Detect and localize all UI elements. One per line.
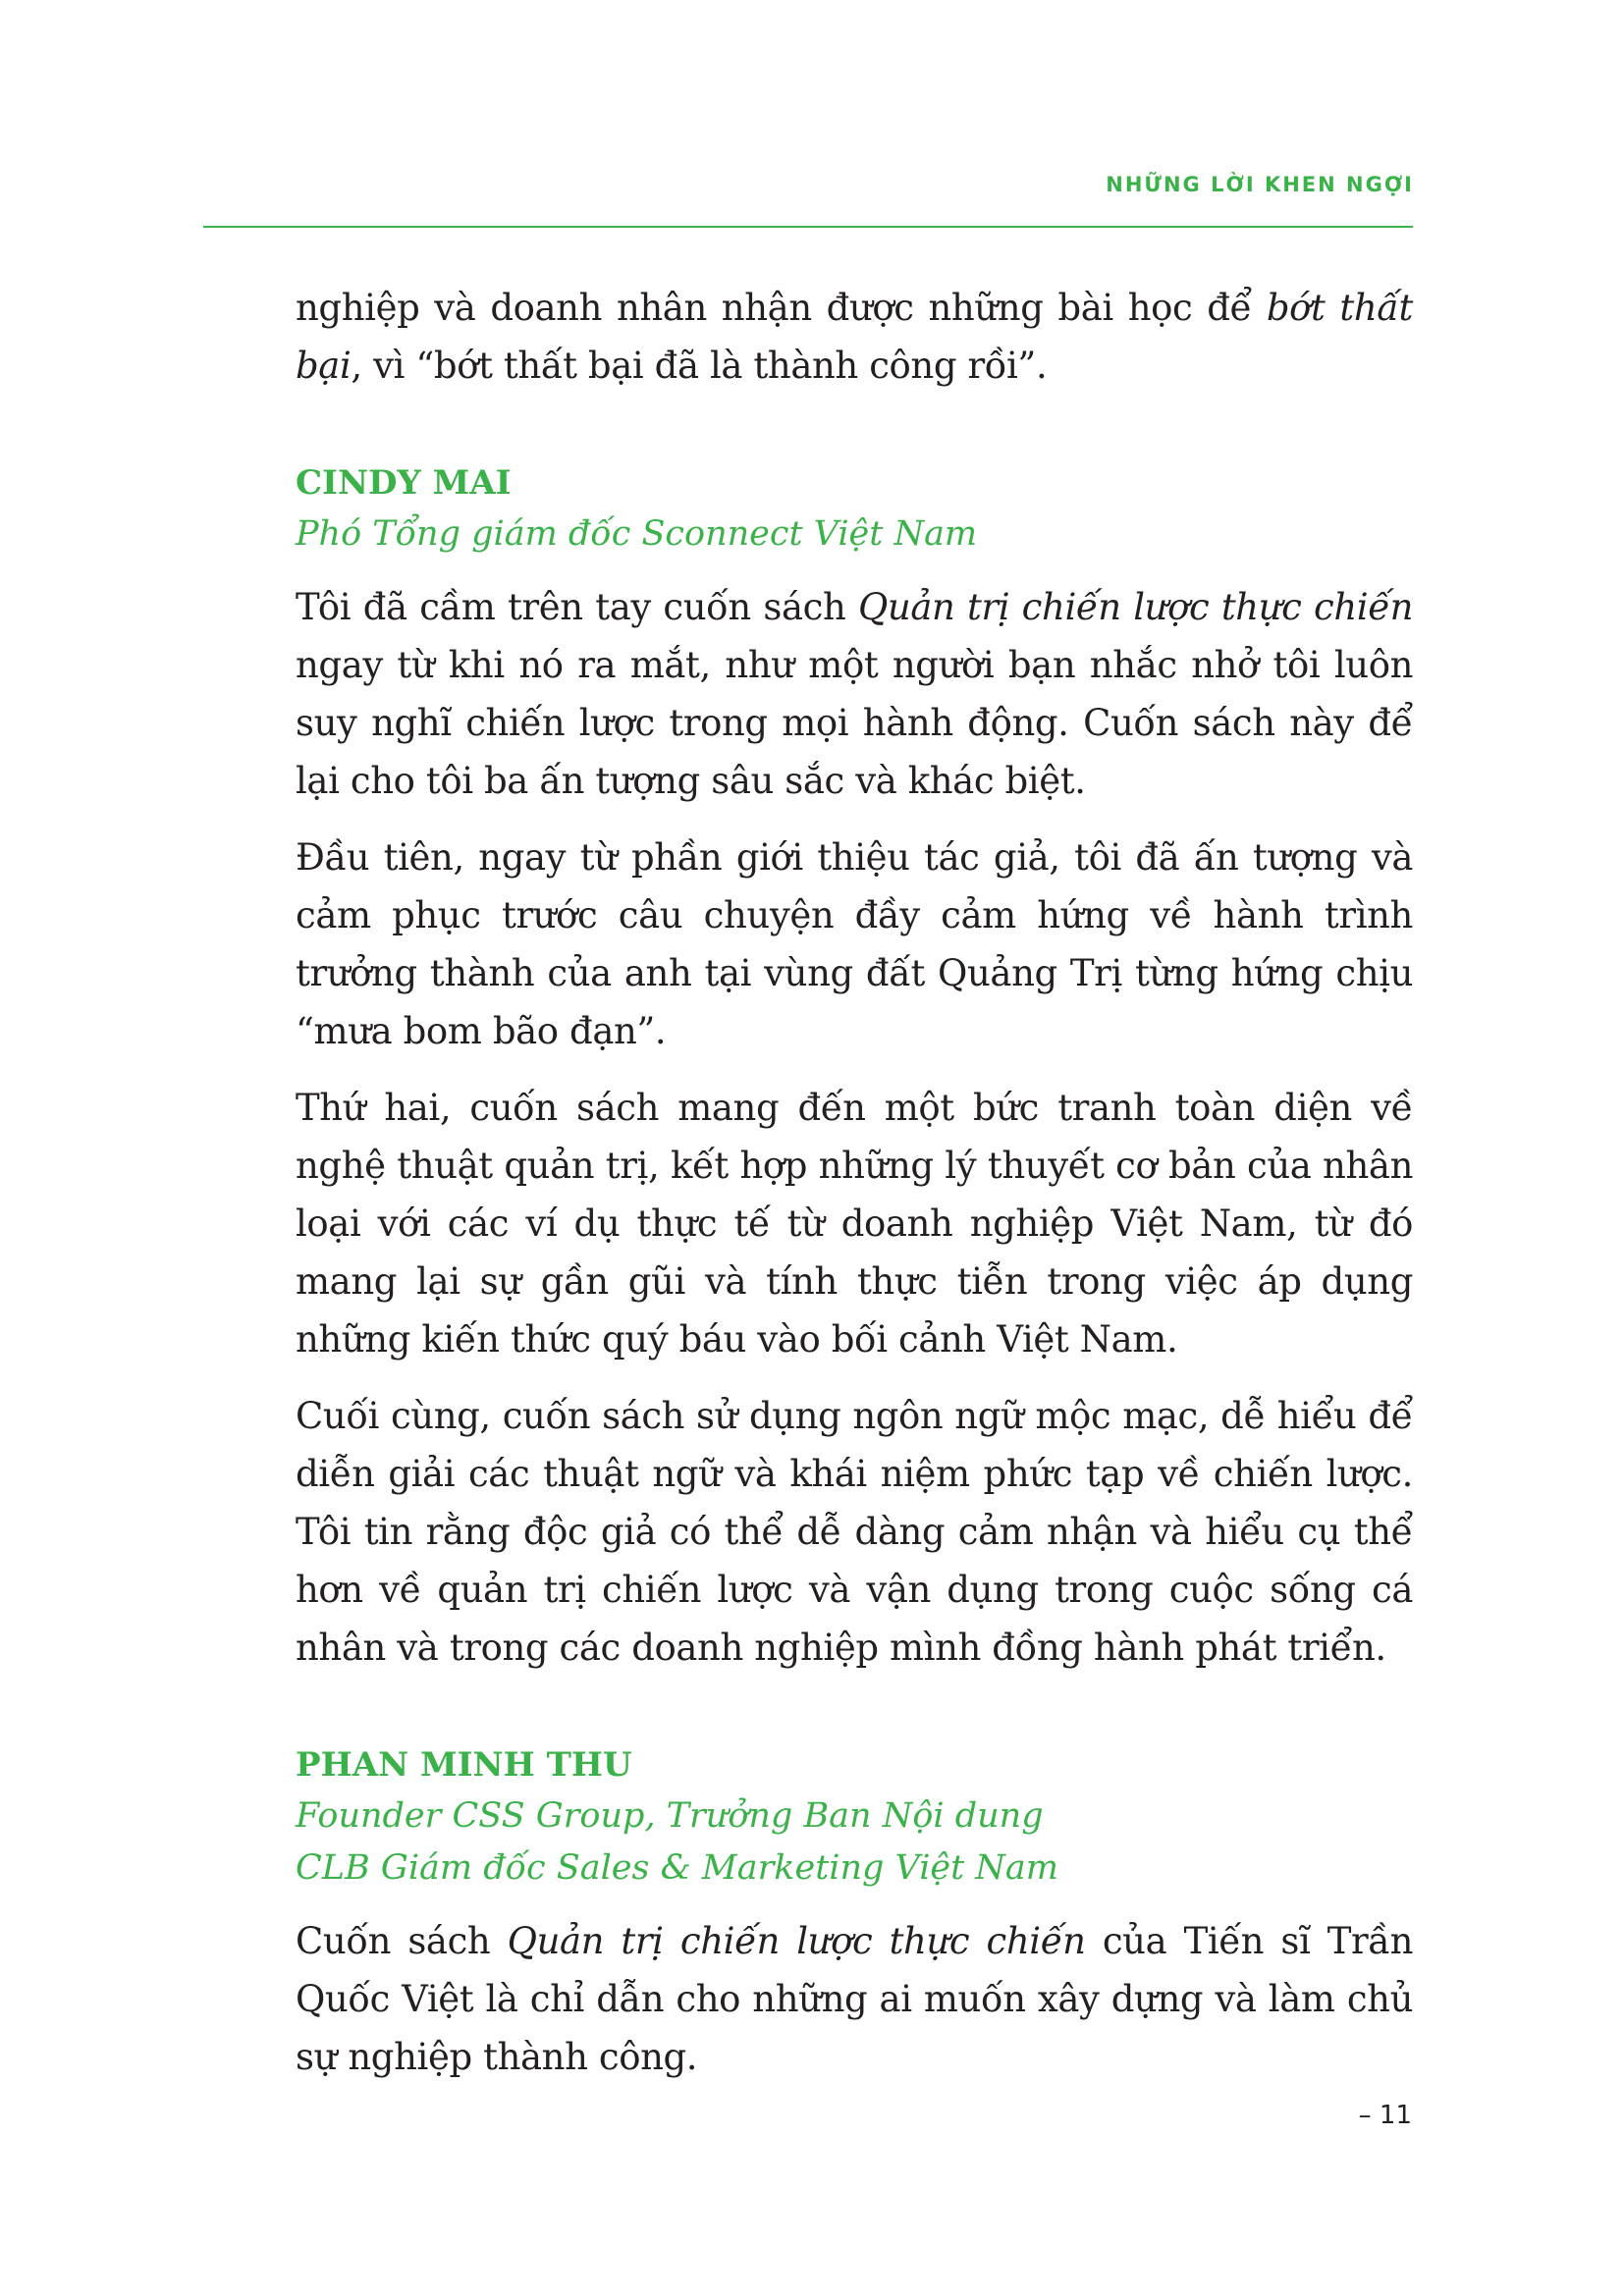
paragraph-text-b: của Tiến sĩ Trần Quốc Việt là chỉ dẫn cho những ai muốn xây dựng và làm chủ sự nghiệp thành công. bbox=[296, 1920, 1413, 2078]
author-name: PHAN MINH THU bbox=[296, 1745, 632, 1785]
testimonial-paragraph: Cuối cùng, cuốn sách sử dụng ngôn ngữ mộc mạc, dễ hiểu để diễn giải các thuật ngữ và khái niệm phức tạp về chiến lược. Tôi tin rằng độc giả có thể dễ dàng cảm nhận và hiểu cụ thể hơn về quản trị chiến lược và vận dụng trong cuộc sống cá nhân và trong các doanh nghiệp mình đồng hành phát triển. bbox=[296, 1395, 1413, 1669]
book-title: Quản trị chiến lược thực chiến bbox=[857, 586, 1413, 628]
running-header: NHỮNG LỜI KHEN NGỢI bbox=[1106, 173, 1414, 196]
paragraph-text-a: Cuốn sách bbox=[296, 1920, 508, 1962]
paragraph-text-a: Tôi đã cầm trên tay cuốn sách bbox=[296, 586, 858, 628]
testimonial-paragraph bbox=[296, 578, 1413, 810]
header-rule bbox=[203, 226, 1413, 228]
author-role: CLB Giám đốc Sales & Marketing Việt Nam bbox=[296, 1848, 1058, 1888]
author-roles bbox=[296, 1790, 1413, 1895]
book-title: Quản trị chiến lược thực chiến bbox=[507, 1920, 1086, 1962]
intro-italic: bớt thất bại bbox=[296, 287, 1413, 387]
paragraph-text-b: ngay từ khi nó ra mắt, như một người bạn nhắc nhở tôi luôn suy nghĩ chiến lược trong mọi hành động. Cuốn sách này để lại cho tôi ba ấn tượng sâu sắc và khác biệt. bbox=[296, 644, 1413, 802]
page-number: – 11 bbox=[1358, 2101, 1412, 2130]
author-name: CINDY MAI bbox=[296, 463, 512, 503]
testimonial-paragraph: Thứ hai, cuốn sách mang đến một bức tranh toàn diện về nghệ thuật quản trị, kết hợp những lý thuyết cơ bản của nhân loại với các ví dụ thực tế từ doanh nghiệp Việt Nam, từ đó mang lại sự gần gũi và tính thực tiễn trong việc áp dụng những kiến thức quý báu vào bối cảnh Việt Nam. bbox=[296, 1087, 1413, 1361]
author-roles bbox=[296, 508, 1413, 561]
intro-text-a: nghiệp và doanh nhân nhận được những bài học để bbox=[296, 287, 1267, 329]
author-role: Founder CSS Group, Trưởng Ban Nội dung bbox=[296, 1796, 1044, 1836]
intro-paragraph bbox=[296, 279, 1413, 395]
page-body bbox=[296, 279, 1413, 2086]
testimonial-paragraph: Đầu tiên, ngay từ phần giới thiệu tác giả, tôi đã ấn tượng và cảm phục trước câu chuyện đầy cảm hứng về hành trình trưởng thành của anh tại vùng đất Quảng Trị từng hứng chịu “mưa bom bão đạn”. bbox=[296, 836, 1413, 1052]
testimonial-paragraph bbox=[296, 1912, 1413, 2086]
author-role: Phó Tổng giám đốc Sconnect Việt Nam bbox=[296, 514, 978, 554]
intro-text-b: , vì “bớt thất bại đã là thành công rồi”. bbox=[351, 345, 1048, 387]
